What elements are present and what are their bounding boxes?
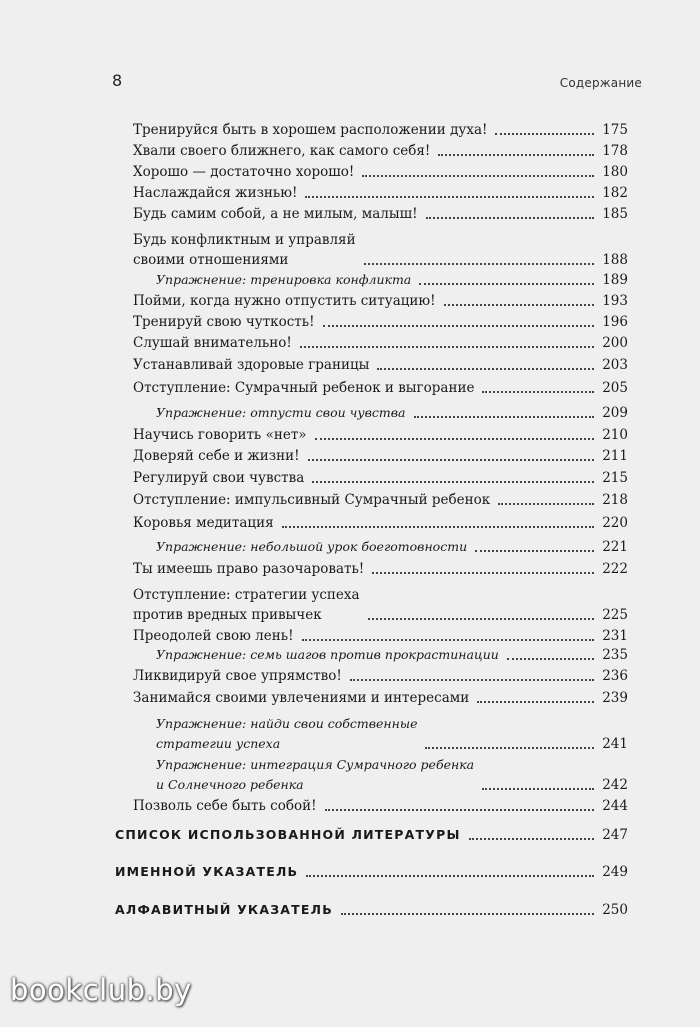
toc-entry	[133, 120, 628, 140]
toc-entry	[133, 291, 628, 311]
toc-entry-title: Будь самим собой, а не милым, малыш!	[133, 206, 418, 222]
toc-entry	[133, 468, 628, 488]
toc-entry-page: 247	[602, 827, 628, 843]
toc-entry	[133, 333, 628, 353]
dot-leader	[364, 263, 594, 265]
toc-entry	[133, 204, 628, 224]
dot-leader	[308, 459, 594, 461]
dot-leader	[368, 618, 594, 620]
dot-leader	[341, 913, 594, 915]
dot-leader	[312, 481, 594, 483]
dot-leader	[323, 325, 594, 327]
dot-leader	[469, 838, 594, 840]
toc-entry-title: Упражнение: тренировка конфликта	[156, 272, 412, 287]
toc-entry-title: Научись говорить «нет»	[133, 427, 307, 443]
toc-entry-title: Упражнение: небольшой урок боеготовности	[156, 539, 468, 554]
toc-entry-title: Упражнение: отпусти свои чувства	[156, 405, 406, 420]
toc-entry-title: Доверяй себе и жизни!	[133, 448, 300, 464]
toc-entry-title: Отступление: Сумрачный ребенок и выгорание	[133, 380, 475, 396]
toc-entry-title: Упражнение: семь шагов против прокрастинации	[156, 647, 499, 662]
toc-exercise	[156, 403, 628, 423]
toc-entry-page: 200	[602, 335, 628, 351]
toc-entry-page: 205	[602, 380, 628, 396]
dot-leader	[482, 788, 594, 790]
dot-leader	[372, 572, 594, 574]
toc-entry-page: 182	[602, 185, 628, 201]
toc-exercise	[156, 714, 628, 754]
toc-entry	[133, 513, 628, 533]
toc-entry-page: 221	[602, 539, 628, 555]
toc-entry-page: 209	[602, 405, 628, 421]
toc-entry-title: ИМЕННОЙ УКАЗАТЕЛЬ	[115, 864, 299, 879]
toc-entry	[133, 446, 628, 466]
toc-entry-page: 215	[602, 470, 628, 486]
dot-leader	[414, 416, 594, 418]
dot-leader	[377, 368, 594, 370]
toc-entry-page: 189	[602, 272, 628, 288]
toc-entry	[133, 688, 628, 708]
toc-entry-page: 185	[602, 206, 628, 222]
toc-entry-title: Пойми, когда нужно отпустить ситуацию!	[133, 293, 436, 309]
toc-exercise	[156, 645, 628, 665]
toc-entry	[133, 355, 628, 375]
toc-entry-title: Регулируй свои чувства	[133, 470, 305, 486]
dot-leader	[498, 503, 594, 505]
toc-entry-page: 225	[602, 607, 628, 623]
dot-leader	[305, 196, 594, 198]
toc-entry-title: Упражнение: найди свои собственные стратегии успеха	[156, 716, 418, 751]
toc-entry-page: 218	[602, 492, 628, 508]
toc-entry-title: Ты имеешь право разочаровать!	[133, 561, 365, 577]
toc-entry-title: Слушай внимательно!	[133, 335, 292, 351]
toc-entry	[133, 490, 628, 510]
toc-entry	[133, 666, 628, 686]
toc-entry-title: Занимайся своими увлечениями и интересами	[133, 690, 470, 706]
toc-entry-title: Хвали своего ближнего, как самого себя!	[133, 143, 431, 159]
dot-leader	[426, 217, 594, 219]
dot-leader	[306, 875, 594, 877]
toc-entry-title: СПИСОК ИСПОЛЬЗОВАННОЙ ЛИТЕРАТУРЫ	[115, 827, 461, 842]
toc-entry-page: 175	[602, 122, 628, 138]
watermark: bookclub.by	[10, 973, 192, 1007]
toc-entry-page: 210	[602, 427, 628, 443]
toc-entry-page: 241	[602, 736, 628, 752]
dot-leader	[325, 809, 594, 811]
toc-entry	[133, 626, 628, 646]
toc-entry-title: Хорошо — достаточно хорошо!	[133, 164, 355, 180]
toc-entry-title: Коровья медитация	[133, 515, 274, 531]
toc-entry-page: 249	[602, 864, 628, 880]
toc-entry-page: 211	[602, 448, 628, 464]
toc-entry	[133, 162, 628, 182]
toc-entry	[133, 585, 628, 625]
dot-leader	[419, 283, 594, 285]
dot-leader	[315, 438, 594, 440]
toc-entry-title: Будь конфликтным и управляй своими отношениями	[133, 232, 356, 268]
dot-leader	[475, 550, 594, 552]
toc-entry-page: 178	[602, 143, 628, 159]
dot-leader	[300, 346, 594, 348]
toc-entry-page: 196	[602, 314, 628, 330]
dot-leader	[482, 391, 594, 393]
dot-leader	[477, 701, 594, 703]
toc-entry-page: 244	[602, 798, 628, 814]
toc-entry-page: 193	[602, 293, 628, 309]
dot-leader	[495, 133, 594, 135]
toc-entry-title: Упражнение: интеграция Сумрачного ребенка и Солнечного ребенка	[156, 757, 475, 792]
running-title: Содержание	[559, 76, 642, 90]
toc-entry	[133, 312, 628, 332]
toc-exercise	[156, 537, 628, 557]
toc-entry-page: 236	[602, 668, 628, 684]
toc-entry-title: Наслаждайся жизнью!	[133, 185, 298, 201]
toc-entry-title: Устанавливай здоровые границы	[133, 357, 370, 373]
toc-entry-page: 188	[602, 252, 628, 268]
toc-entry-page: 222	[602, 561, 628, 577]
toc-entry-page: 203	[602, 357, 628, 373]
toc-section	[115, 900, 628, 920]
toc-entry-title: Преодолей свою лень!	[133, 628, 294, 644]
toc-entry-title: Отступление: стратегии успеха против вредных привычек	[133, 587, 360, 623]
toc-entry-page: 235	[602, 647, 628, 663]
toc-entry-page: 180	[602, 164, 628, 180]
toc-entry-title: Ликвидируй свое упрямство!	[133, 668, 342, 684]
toc-entry-page: 250	[602, 902, 628, 918]
toc-entry-title: Тренируй свою чуткость!	[133, 314, 315, 330]
toc-entry-page: 242	[602, 777, 628, 793]
dot-leader	[425, 747, 594, 749]
toc-entry	[133, 183, 628, 203]
toc-entry	[133, 425, 628, 445]
toc-entry-page: 231	[602, 628, 628, 644]
dot-leader	[438, 154, 594, 156]
toc-entry-title: Отступление: импульсивный Сумрачный ребенок	[133, 492, 491, 508]
toc-entry	[133, 796, 628, 816]
toc-entry	[133, 141, 628, 161]
dot-leader	[350, 679, 594, 681]
toc-entry	[133, 559, 628, 579]
toc-entry	[133, 230, 628, 270]
dot-leader	[282, 526, 594, 528]
toc-section	[115, 862, 628, 882]
dot-leader	[302, 639, 595, 641]
dot-leader	[444, 304, 594, 306]
toc-entry-title: Позволь себе быть собой!	[133, 798, 317, 814]
toc-exercise	[156, 755, 628, 795]
toc-entry	[133, 378, 628, 398]
toc-entry-title: АЛФАВИТНЫЙ УКАЗАТЕЛЬ	[115, 902, 333, 917]
toc-entry-page: 220	[602, 515, 628, 531]
toc-entry-page: 239	[602, 690, 628, 706]
toc-entry-title: Тренируйся быть в хорошем расположении духа!	[133, 122, 488, 138]
toc-exercise	[156, 270, 628, 290]
dot-leader	[362, 175, 594, 177]
toc-section	[115, 825, 628, 845]
page-number: 8	[112, 71, 123, 90]
dot-leader	[507, 658, 594, 660]
